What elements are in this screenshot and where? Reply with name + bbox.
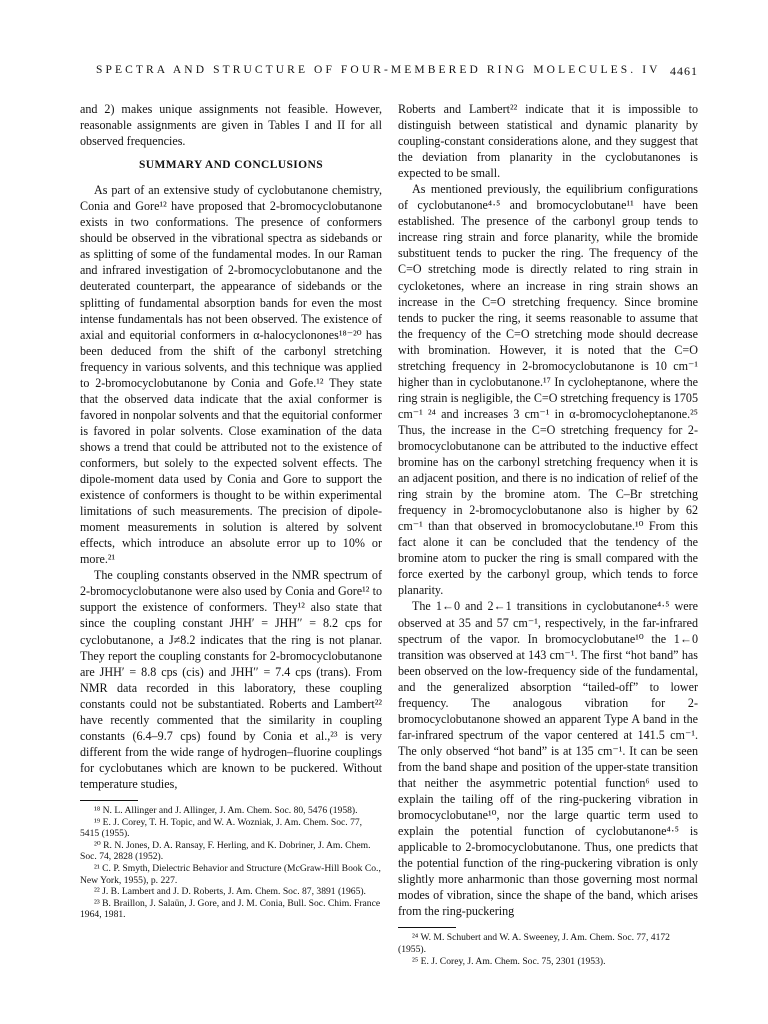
paragraph: Roberts and Lambert²² indicate that it is impossible to distinguish between statistical and dynamic planarity by coupling-constant considerations alone, and they suggest that the deviation from planarity in the cyclobutanones is expected to be small. [398,102,698,181]
running-title: SPECTRA AND STRUCTURE OF FOUR-MEMBERED RING MOLECULES. IV [96,64,661,76]
left-column [80,101,382,921]
footnote: ²⁵ E. J. Corey, J. Am. Chem. Soc. 75, 2301 (1953). [412,955,606,967]
footnote-rule [80,800,138,801]
footnote: ²⁴ W. M. Schubert and W. A. Sweeney, J. Am. Chem. Soc. 77, 4172 (1955). [398,932,670,955]
footnote: ¹⁸ N. L. Allinger and J. Allinger, J. Am. Chem. Soc. 80, 5476 (1958). [94,804,358,816]
page-number: 4461 [670,64,698,78]
footnote: ²³ B. Braillon, J. Salaün, J. Gore, and J. M. Conia, Bull. Soc. Chim. France 1964, 1981. [80,897,381,921]
footnote-rule [398,927,456,928]
footnote: ²² J. B. Lambert and J. D. Roberts, J. Am. Chem. Soc. 87, 3891 (1965). [94,886,366,898]
running-header [0,64,768,84]
paragraph: As mentioned previously, the equilibrium configurations of cyclobutanone⁴·⁵ and bromocyclobutane¹¹ have been established. The presence of the carbonyl group tends to increase ring strain and force planarity, while the bromide substituent tends to pucker the ring. The frequency of the C=O stretching mode is directly related to ring strain in cycloketones, where an increase in ring strain shows an increase in the C=O stretching frequency. Since bromine tends to pucker the ring, it seems reasonable to assume that the frequency of the C=O stretching mode should decrease with bromination. However, it is noted that the C=O stretching frequency in 2-bromocyclobutanone is 10 cm⁻¹ higher than in cyclobutanone.¹⁷ In cycloheptanone, where the ring strain is negligible, the C=O stretching frequency is 1705 cm⁻¹ ²⁴ and increases 3 cm⁻¹ in α-bromocycloheptanone.²⁵ Thus, the increase in the C=O stretching frequency for 2-bromocyclobutanone can be attributed to the inductive effect bromine has on the carbonyl stretching frequency when it is an adjacent position, and there is no indication of relief of the ring strain by the bromine atom. The C–Br stretching frequency in 2-bromocyclobutanone also is higher by 62 cm⁻¹ than that observed in bromocyclobutane.¹⁰ From this fact alone it can be concluded that the tendency of the bromine atom to pucker the ring is small compared with the force exerted by the carbonyl group, which tends to force planarity. [398,182,698,598]
paragraph: and 2) makes unique assignments not feasible. However, reasonable assignments are given in Tables I and II for all observed frequencies. [80,102,382,149]
section-heading: SUMMARY AND CONCLUSIONS [138,159,324,172]
footnote: ¹⁹ E. J. Corey, T. H. Topic, and W. A. Wozniak, J. Am. Chem. Soc. 77, 5415 (1955). [80,816,363,840]
footnote: ²⁰ R. N. Jones, D. A. Ransay, F. Herling, and K. Dobriner, J. Am. Chem. Soc. 74, 2828 (1952). [80,839,371,863]
paragraph: The coupling constants observed in the NMR spectrum of 2-bromocyclobutanone were also used by Conia and Gore¹² to support the existence of conformers. They¹² also state that since the coupling constant JHH′ = JHH′′ = 8.2 cps for cyclobutanone, a J≠8.2 indicates that the ring is not planar. They report the coupling constants for 2-bromocyclobutanone are JHH′ = 8.8 cps (cis) and JHH′′ = 7.4 cps (trans). From NMR data recorded in this laboratory, these coupling constants could not be substantiated. Roberts and Lambert²² have recently commented that the similarity in coupling constants (6.4–9.7 cps) found by Conia et al.,²³ is very different from the wide range of hydrogen–fluorine couplings for cyclobutanes which are known to be puckered. Without temperature studies, [80,568,382,791]
right-column [398,101,698,967]
paragraph: The 1←0 and 2←1 transitions in cyclobutanone⁴·⁵ were observed at 35 and 57 cm⁻¹, respectively, in the far-infrared spectrum of the vapor. In bromocyclobutane¹⁰ the 1←0 transition was observed at 143 cm⁻¹. The first “hot band” has been observed on the low-frequency side of the fundamental, and the generalized absorption “tailed-off” to lower frequency. The analogous vibration for 2-bromocyclobutanone showed an apparent Type A band in the far-infrared spectrum of the vapor centered at 141.5 cm⁻¹. The only observed “hot band” is at 135 cm⁻¹. It can be seen from the band shape and position of the upper-state transition that neither the asymmetric potential function⁶ used to explain the tailing off of the ring-puckering vibration in bromocyclobutane¹⁰, nor the large quartic term used to explain the potential function of cyclobutanone⁴·⁵ is applicable to 2-bromocyclobutanone. Thus, one predicts that the potential function of the ring-puckering vibration is only slightly more anharmonic than those governing most normal modes of vibration, since the shape of the band, which arises from the ring-puckering [398,599,698,919]
footnote: ²¹ C. P. Smyth, Dielectric Behavior and Structure (McGraw-Hill Book Co., New York, 1955), p. 227. [80,862,381,886]
paragraph: As part of an extensive study of cyclobutanone chemistry, Conia and Gore¹² have proposed that 2-bromocyclobutanone exists in two conformations. The presence of conformers should be observed in the vibrational spectra as sidebands or as splitting of some of the fundamental modes. In our Raman and infrared investigation of 2-bromocyclobutanone and the deuterated counterpart, the appearance of sidebands or the splitting of fundamental absorption bands for even the most intense fundamentals has not been observed. The existence of axial and equitorial conformers in α-halocyclonones¹⁸⁻²⁰ has been deduced from the shift of the carbonyl stretching frequency in various solvents, and this technique was applied to 2-bromocyclobutanone by Conia and Gofe.¹² They state that the observed data indicate that the axial conformer is favored in nonpolar solvents and that the equitorial conformer is favored in polar solvents. Close examination of the data shows a trend that could be attributed not to the existence of conformers, but solely to the expected solvent effects. The dipole-moment data used by Conia and Gore to support the existence of conformers is thought to be within experimental limitations of such measurements. The precision of dipole-moment measurements in solution is altered by solvent effects, which introduce an absolute error up to 10% or more.²¹ [80,183,382,567]
